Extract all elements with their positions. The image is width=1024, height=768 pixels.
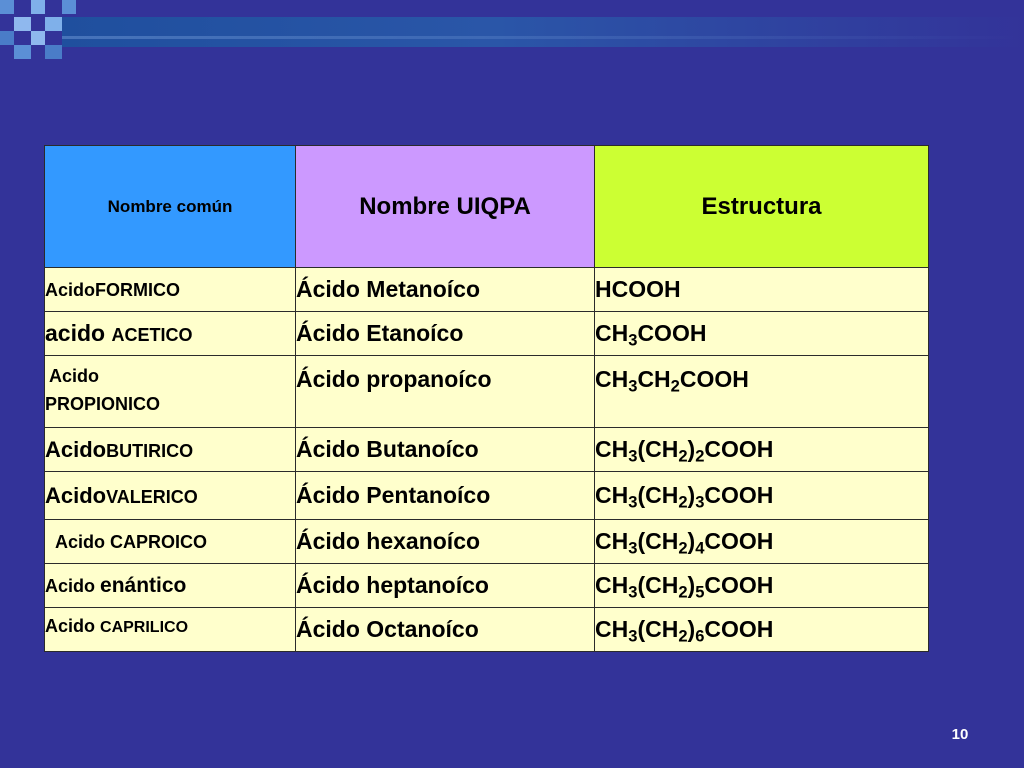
table-header-row (45, 146, 929, 268)
formula-subscript: 2 (678, 446, 688, 466)
formula-subscript: 2 (678, 626, 688, 646)
formula-subscript: 3 (628, 582, 638, 602)
formula-part: COOH (704, 572, 774, 598)
iupac-name-cell: Ácido Etanoíco (296, 312, 595, 356)
formula-subscript: 3 (628, 330, 638, 350)
iupac-name-cell: Ácido Metanoíco (296, 268, 595, 312)
formula-part: COOH (679, 366, 749, 392)
formula-subscript: 3 (695, 492, 705, 512)
common-name-part: Acido (45, 616, 101, 636)
formula-subscript: 3 (628, 538, 638, 558)
common-name-part: enántico (100, 573, 187, 597)
common-name-part: VALERICO (106, 486, 198, 507)
table-row (45, 472, 929, 520)
formula-part: ) (687, 436, 696, 462)
iupac-name-cell: Ácido Butanoíco (296, 428, 595, 472)
common-name-part: Acido (45, 482, 107, 508)
formula-subscript: 2 (695, 446, 705, 466)
common-name-part: Acido (49, 366, 100, 386)
formula-part: ) (687, 616, 696, 642)
formula-cell (595, 472, 929, 520)
formula-part: COOH (704, 436, 774, 462)
formula-part: COOH (637, 320, 707, 346)
formula-part: (CH (637, 616, 679, 642)
common-name-cell (45, 312, 296, 356)
formula-part: ) (687, 482, 696, 508)
common-name-cell (45, 608, 296, 652)
table-row (45, 312, 929, 356)
title-decoration (0, 0, 1024, 62)
formula-part: COOH (704, 616, 774, 642)
formula-part: HCOOH (595, 276, 681, 302)
formula-part: COOH (704, 528, 774, 554)
formula-part: CH (595, 572, 629, 598)
table-row (45, 268, 929, 312)
formula-part: COOH (704, 482, 774, 508)
common-name-cell (45, 564, 296, 608)
header-iupac-name: Nombre UIQPA (296, 146, 595, 268)
iupac-name-cell: Ácido Octanoíco (296, 608, 595, 652)
page-number: 10 (951, 726, 969, 743)
header-structure: Estructura (595, 146, 929, 268)
common-name-cell (45, 268, 296, 312)
carboxylic-acids-table (44, 145, 929, 652)
formula-subscript: 2 (678, 492, 688, 512)
formula-part: CH (595, 616, 629, 642)
formula-subscript: 3 (628, 492, 638, 512)
formula-part: (CH (637, 572, 679, 598)
formula-part: (CH (637, 482, 679, 508)
formula-cell (595, 268, 929, 312)
formula-part: CH (595, 320, 629, 346)
title-band-highlight (62, 36, 1024, 39)
table-row (45, 356, 929, 428)
formula-cell (595, 356, 929, 428)
header-common-name: Nombre común (45, 146, 296, 268)
formula-subscript: 2 (678, 538, 688, 558)
formula-subscript: 3 (628, 376, 638, 396)
formula-cell (595, 312, 929, 356)
formula-subscript: 4 (695, 538, 705, 558)
common-name-cell (45, 356, 296, 428)
common-name-part: acido (45, 320, 112, 346)
common-name-part: PROPIONICO (45, 394, 161, 414)
iupac-name-cell: Ácido hexanoíco (296, 520, 595, 564)
iupac-name-cell: Ácido heptanoíco (296, 564, 595, 608)
formula-subscript: 5 (695, 582, 705, 602)
formula-part: (CH (637, 528, 679, 554)
iupac-name-cell: Ácido propanoíco (296, 356, 595, 428)
formula-part: CH (595, 482, 629, 508)
table-row (45, 608, 929, 652)
common-name-part: FORMICO (95, 279, 181, 300)
title-band (62, 17, 1024, 47)
formula-subscript: 3 (628, 626, 638, 646)
formula-cell (595, 564, 929, 608)
common-name-part: CAPRILICO (100, 619, 189, 636)
iupac-name-cell: Ácido Pentanoíco (296, 472, 595, 520)
common-name-part: Acido (45, 575, 101, 596)
formula-part: CH (595, 366, 629, 392)
formula-subscript: 2 (670, 376, 680, 396)
formula-cell (595, 520, 929, 564)
common-name-cell (45, 520, 296, 564)
formula-part: CH (595, 436, 629, 462)
common-name-part: ACETICO (111, 325, 193, 345)
table-row (45, 520, 929, 564)
formula-part: ) (687, 572, 696, 598)
formula-cell (595, 608, 929, 652)
common-name-cell (45, 472, 296, 520)
formula-part: CH (595, 528, 629, 554)
formula-subscript: 3 (628, 446, 638, 466)
formula-part: CH (637, 366, 671, 392)
formula-cell (595, 428, 929, 472)
formula-subscript: 2 (678, 582, 688, 602)
formula-part: ) (687, 528, 696, 554)
common-name-part: Acido (45, 279, 96, 300)
common-name-part: Acido CAPROICO (55, 531, 208, 552)
formula-subscript: 6 (695, 626, 705, 646)
common-name-cell (45, 428, 296, 472)
table-row (45, 564, 929, 608)
common-name-part: BUTIRICO (106, 440, 194, 461)
common-name-part: Acido (45, 436, 107, 462)
formula-part: (CH (637, 436, 679, 462)
table-row (45, 428, 929, 472)
